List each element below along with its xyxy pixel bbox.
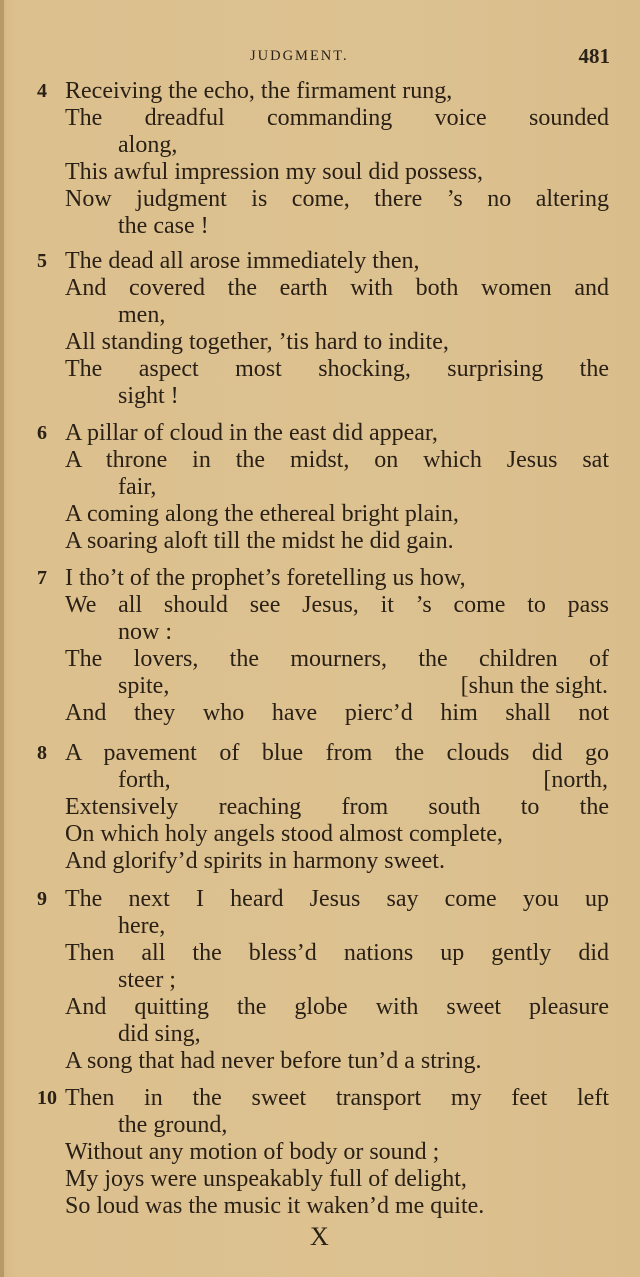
stanza-6 xyxy=(0,420,640,555)
stanza-number: 4 xyxy=(37,80,47,102)
verse-text: sight ! xyxy=(118,383,179,409)
verse-line xyxy=(0,528,640,555)
verse-line xyxy=(0,447,640,474)
verse-line xyxy=(0,821,640,848)
stanza-7 xyxy=(0,565,640,727)
verse-text: All standing together, ’tis hard to indite, xyxy=(65,329,449,355)
verse-line xyxy=(0,132,640,159)
verse-line xyxy=(0,356,640,383)
page-header xyxy=(0,34,640,68)
stanza-number: 7 xyxy=(37,567,47,589)
verse-line xyxy=(0,302,640,329)
verse-text: along, xyxy=(118,132,178,158)
verse-line xyxy=(0,159,640,186)
verse-line xyxy=(0,767,640,794)
verse-text: here, xyxy=(118,913,166,939)
verse-line xyxy=(0,78,640,105)
verse-text: steer ; xyxy=(118,967,176,993)
turnover-text: [shun the sight. xyxy=(460,673,608,699)
verse-line xyxy=(0,592,640,619)
stanza-10 xyxy=(0,1085,640,1220)
verse-text: Then all the bless’d nations up gently did xyxy=(65,940,609,966)
verse-line xyxy=(0,1085,640,1112)
verse-text: And glorify’d spirits in harmony sweet. xyxy=(65,848,445,874)
verse-line xyxy=(0,105,640,132)
stanza-number: 5 xyxy=(37,250,47,272)
verse-line xyxy=(0,700,640,727)
stanza-5 xyxy=(0,248,640,410)
verse-line xyxy=(0,565,640,592)
stanza-number: 9 xyxy=(37,888,47,910)
verse-line xyxy=(0,329,640,356)
verse-line xyxy=(0,213,640,240)
stanza-number: 6 xyxy=(37,422,47,444)
verse-line xyxy=(0,794,640,821)
verse-text: A coming along the ethereal bright plain, xyxy=(65,501,459,527)
verse-text: fair, xyxy=(118,474,157,500)
verse-text: Without any motion of body or sound ; xyxy=(65,1139,440,1165)
verse-text: The dead all arose immediately then, xyxy=(65,248,420,274)
verse-text: On which holy angels stood almost complete, xyxy=(65,821,503,847)
verse-line xyxy=(0,501,640,528)
verse-text: Extensively reaching from south to the xyxy=(65,794,609,820)
verse-line xyxy=(0,474,640,501)
verse-text: now : xyxy=(118,619,172,645)
turnover-text: [north, xyxy=(543,767,608,793)
verse-text: And they who have pierc’d him shall not xyxy=(65,700,609,726)
verse-text: A throne in the midst, on which Jesus sat xyxy=(65,447,609,473)
verse-text: This awful impression my soul did possess, xyxy=(65,159,483,185)
verse-line xyxy=(0,383,640,410)
stanza-number: 8 xyxy=(37,742,47,764)
verse-line xyxy=(0,994,640,1021)
verse-text: the ground, xyxy=(118,1112,228,1138)
verse-text: A pavement of blue from the clouds did go xyxy=(65,740,609,766)
verse-text: My joys were unspeakably full of delight, xyxy=(65,1166,467,1192)
verse-text: men, xyxy=(118,302,166,328)
verse-text: Receiving the echo, the firmament rung, xyxy=(65,78,453,104)
stanza-8 xyxy=(0,740,640,875)
verse-text: The next I heard Jesus say come you up xyxy=(65,886,609,912)
verse-text: We all should see Jesus, it ’s come to pass xyxy=(65,592,609,618)
verse-line xyxy=(0,1139,640,1166)
verse-line xyxy=(0,248,640,275)
verse-line xyxy=(0,1021,640,1048)
verse-text: the case ! xyxy=(118,213,209,239)
verse-line xyxy=(0,420,640,447)
verse-line xyxy=(0,1166,640,1193)
verse-text: I tho’t of the prophet’s foretelling us how, xyxy=(65,565,466,591)
verse-line xyxy=(0,275,640,302)
verse-line xyxy=(0,673,640,700)
verse-line xyxy=(0,967,640,994)
verse-line xyxy=(0,913,640,940)
verse-text: The aspect most shocking, surprising the xyxy=(65,356,609,382)
signature-mark: X xyxy=(310,1222,329,1251)
verse-text: spite, xyxy=(118,673,170,699)
verse-text: did sing, xyxy=(118,1021,201,1047)
verse-line xyxy=(0,740,640,767)
verse-line xyxy=(0,848,640,875)
verse-line xyxy=(0,1112,640,1139)
verse-line xyxy=(0,1193,640,1220)
verse-text: And covered the earth with both women and xyxy=(65,275,609,301)
verse-line xyxy=(0,646,640,673)
verse-text: Then in the sweet transport my feet left xyxy=(65,1085,609,1111)
stanza-4 xyxy=(0,78,640,240)
verse-text: forth, xyxy=(118,767,171,793)
verse-text: A song that had never before tun’d a string. xyxy=(65,1048,482,1074)
verse-text: A pillar of cloud in the east did appear, xyxy=(65,420,438,446)
verse-text: Now judgment is come, there ’s no altering xyxy=(65,186,609,212)
verse-text: The dreadful commanding voice sounded xyxy=(65,105,609,131)
stanza-9 xyxy=(0,886,640,1075)
running-title: JUDGMENT. xyxy=(250,48,349,64)
verse-line xyxy=(0,1048,640,1075)
verse-text: The lovers, the mourners, the children of xyxy=(65,646,609,672)
verse-text: So loud was the music it waken’d me quite. xyxy=(65,1193,485,1219)
verse-text: A soaring aloft till the midst he did gain. xyxy=(65,528,454,554)
verse-line xyxy=(0,940,640,967)
verse-line xyxy=(0,619,640,646)
verse-text: And quitting the globe with sweet pleasure xyxy=(65,994,609,1020)
verse-line xyxy=(0,186,640,213)
verse-line xyxy=(0,886,640,913)
page-number: 481 xyxy=(578,44,610,68)
stanza-number: 10 xyxy=(37,1087,57,1109)
